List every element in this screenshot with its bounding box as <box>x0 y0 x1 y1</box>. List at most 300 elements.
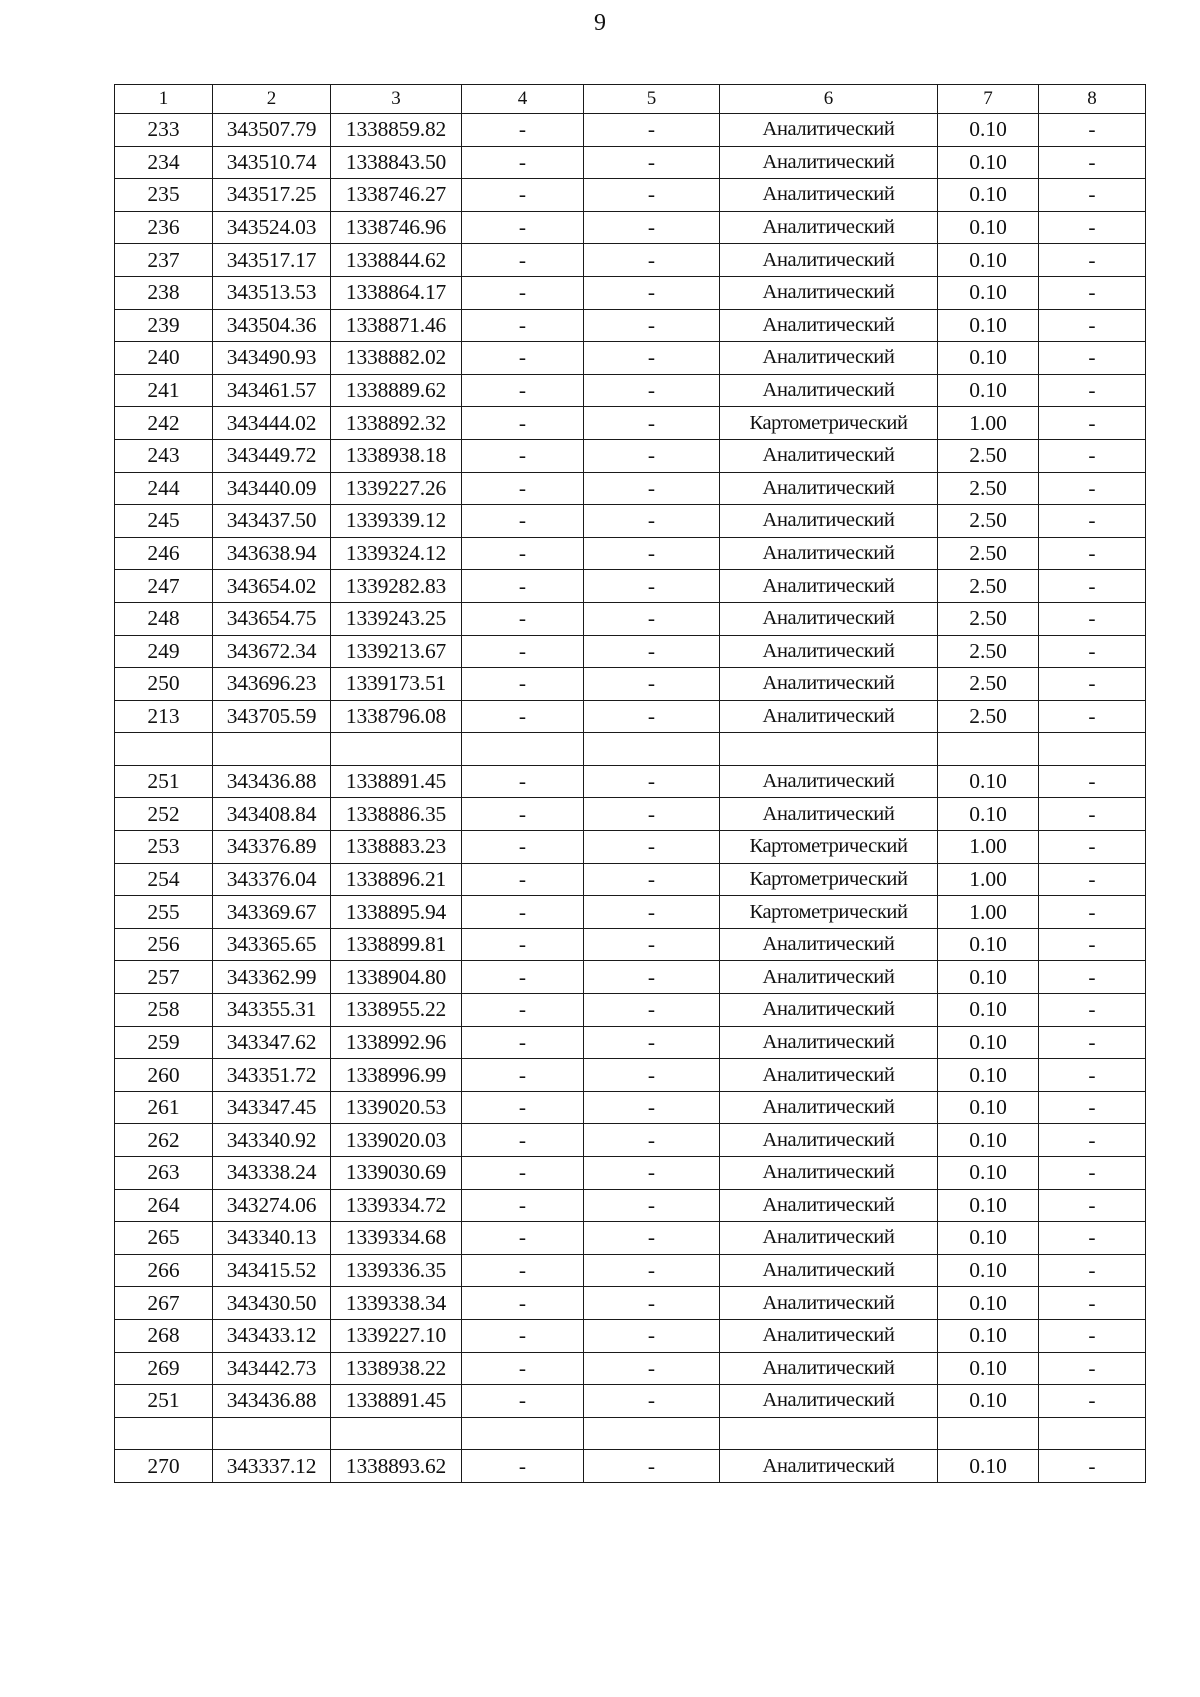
accuracy-cell: 2.50 <box>938 505 1039 538</box>
col4-cell: - <box>462 146 584 179</box>
table-row <box>115 1059 1146 1092</box>
col4-cell: - <box>462 179 584 212</box>
x-coordinate-cell: 343440.09 <box>213 472 331 505</box>
y-coordinate-cell: 1339282.83 <box>331 570 462 603</box>
x-coordinate-cell: 343705.59 <box>213 700 331 733</box>
column-header: 5 <box>584 85 720 114</box>
x-coordinate-cell: 343672.34 <box>213 635 331 668</box>
point-number-cell <box>115 733 213 766</box>
y-coordinate-cell: 1338843.50 <box>331 146 462 179</box>
x-coordinate-cell: 343654.02 <box>213 570 331 603</box>
col8-cell: - <box>1039 276 1146 309</box>
point-number-cell: 262 <box>115 1124 213 1157</box>
point-number-cell: 237 <box>115 244 213 277</box>
table-row <box>115 505 1146 538</box>
col5-cell: - <box>584 1254 720 1287</box>
accuracy-cell: 0.10 <box>938 1254 1039 1287</box>
col4-cell: - <box>462 276 584 309</box>
y-coordinate-cell: 1339227.10 <box>331 1319 462 1352</box>
table-row <box>115 863 1146 896</box>
method-cell: Аналитический <box>720 602 938 635</box>
method-cell: Аналитический <box>720 1287 938 1320</box>
point-number-cell: 259 <box>115 1026 213 1059</box>
accuracy-cell: 0.10 <box>938 1059 1039 1092</box>
method-cell: Аналитический <box>720 179 938 212</box>
method-cell: Аналитический <box>720 309 938 342</box>
col8-cell: - <box>1039 179 1146 212</box>
column-header: 6 <box>720 85 938 114</box>
accuracy-cell <box>938 1417 1039 1450</box>
accuracy-cell: 2.50 <box>938 439 1039 472</box>
x-coordinate-cell: 343524.03 <box>213 211 331 244</box>
method-cell: Картометрический <box>720 407 938 440</box>
col8-cell: - <box>1039 1352 1146 1385</box>
col5-cell: - <box>584 309 720 342</box>
col4-cell: - <box>462 1026 584 1059</box>
point-number-cell: 249 <box>115 635 213 668</box>
x-coordinate-cell: 343436.88 <box>213 765 331 798</box>
method-cell <box>720 733 938 766</box>
table-row <box>115 309 1146 342</box>
col8-cell: - <box>1039 863 1146 896</box>
x-coordinate-cell: 343362.99 <box>213 961 331 994</box>
y-coordinate-cell: 1338871.46 <box>331 309 462 342</box>
method-cell <box>720 1417 938 1450</box>
accuracy-cell: 2.50 <box>938 700 1039 733</box>
col5-cell: - <box>584 570 720 603</box>
table-row <box>115 896 1146 929</box>
col8-cell: - <box>1039 1157 1146 1190</box>
point-number-cell: 251 <box>115 765 213 798</box>
point-number-cell: 241 <box>115 374 213 407</box>
x-coordinate-cell: 343513.53 <box>213 276 331 309</box>
table-body <box>115 114 1146 1483</box>
col8-cell <box>1039 733 1146 766</box>
col5-cell <box>584 733 720 766</box>
y-coordinate-cell: 1338746.27 <box>331 179 462 212</box>
y-coordinate-cell: 1339227.26 <box>331 472 462 505</box>
accuracy-cell: 0.10 <box>938 211 1039 244</box>
col5-cell: - <box>584 1352 720 1385</box>
point-number-cell: 236 <box>115 211 213 244</box>
x-coordinate-cell: 343504.36 <box>213 309 331 342</box>
col4-cell: - <box>462 570 584 603</box>
column-header: 7 <box>938 85 1039 114</box>
point-number-cell: 248 <box>115 602 213 635</box>
col4-cell: - <box>462 1319 584 1352</box>
y-coordinate-cell: 1339020.53 <box>331 1091 462 1124</box>
col5-cell: - <box>584 1287 720 1320</box>
accuracy-cell: 0.10 <box>938 961 1039 994</box>
method-cell: Аналитический <box>720 1254 938 1287</box>
col8-cell: - <box>1039 1124 1146 1157</box>
method-cell: Аналитический <box>720 1385 938 1418</box>
col5-cell: - <box>584 831 720 864</box>
table-row <box>115 635 1146 668</box>
method-cell: Аналитический <box>720 798 938 831</box>
point-number-cell: 251 <box>115 1385 213 1418</box>
col5-cell <box>584 1417 720 1450</box>
col4-cell: - <box>462 537 584 570</box>
col5-cell: - <box>584 863 720 896</box>
point-number-cell: 250 <box>115 668 213 701</box>
table-row <box>115 733 1146 766</box>
col5-cell: - <box>584 114 720 147</box>
method-cell: Аналитический <box>720 1124 938 1157</box>
method-cell: Аналитический <box>720 276 938 309</box>
column-header: 8 <box>1039 85 1146 114</box>
col8-cell: - <box>1039 472 1146 505</box>
accuracy-cell: 0.10 <box>938 798 1039 831</box>
col4-cell: - <box>462 114 584 147</box>
col4-cell: - <box>462 1450 584 1483</box>
y-coordinate-cell: 1339334.68 <box>331 1222 462 1255</box>
point-number-cell: 258 <box>115 994 213 1027</box>
accuracy-cell: 0.10 <box>938 1287 1039 1320</box>
point-number-cell: 260 <box>115 1059 213 1092</box>
page-number: 9 <box>594 10 606 36</box>
method-cell: Аналитический <box>720 1059 938 1092</box>
x-coordinate-cell <box>213 1417 331 1450</box>
y-coordinate-cell: 1338882.02 <box>331 342 462 375</box>
point-number-cell: 238 <box>115 276 213 309</box>
col5-cell: - <box>584 700 720 733</box>
y-coordinate-cell: 1338896.21 <box>331 863 462 896</box>
accuracy-cell: 2.50 <box>938 537 1039 570</box>
method-cell: Картометрический <box>720 896 938 929</box>
accuracy-cell: 0.10 <box>938 1222 1039 1255</box>
method-cell: Аналитический <box>720 537 938 570</box>
x-coordinate-cell: 343507.79 <box>213 114 331 147</box>
point-number-cell: 247 <box>115 570 213 603</box>
table-row <box>115 1124 1146 1157</box>
col4-cell: - <box>462 1254 584 1287</box>
table-row <box>115 1385 1146 1418</box>
y-coordinate-cell: 1338859.82 <box>331 114 462 147</box>
col8-cell: - <box>1039 1222 1146 1255</box>
y-coordinate-cell: 1338893.62 <box>331 1450 462 1483</box>
col8-cell: - <box>1039 505 1146 538</box>
accuracy-cell <box>938 733 1039 766</box>
point-number-cell: 256 <box>115 928 213 961</box>
point-number-cell: 269 <box>115 1352 213 1385</box>
y-coordinate-cell: 1339336.35 <box>331 1254 462 1287</box>
y-coordinate-cell: 1338864.17 <box>331 276 462 309</box>
accuracy-cell: 1.00 <box>938 831 1039 864</box>
point-number-cell: 242 <box>115 407 213 440</box>
col4-cell: - <box>462 407 584 440</box>
y-coordinate-cell: 1338891.45 <box>331 1385 462 1418</box>
table-row <box>115 179 1146 212</box>
table-row <box>115 1026 1146 1059</box>
accuracy-cell: 0.10 <box>938 114 1039 147</box>
coordinates-table <box>114 84 1146 1483</box>
col5-cell: - <box>584 505 720 538</box>
accuracy-cell: 0.10 <box>938 146 1039 179</box>
col5-cell: - <box>584 1124 720 1157</box>
method-cell: Аналитический <box>720 244 938 277</box>
x-coordinate-cell: 343433.12 <box>213 1319 331 1352</box>
col4-cell <box>462 1417 584 1450</box>
method-cell: Аналитический <box>720 765 938 798</box>
col8-cell: - <box>1039 1287 1146 1320</box>
col8-cell: - <box>1039 928 1146 961</box>
column-header: 4 <box>462 85 584 114</box>
col4-cell: - <box>462 211 584 244</box>
x-coordinate-cell: 343444.02 <box>213 407 331 440</box>
col5-cell: - <box>584 1385 720 1418</box>
col4-cell: - <box>462 961 584 994</box>
method-cell: Аналитический <box>720 505 938 538</box>
col4-cell: - <box>462 342 584 375</box>
col8-cell: - <box>1039 635 1146 668</box>
column-header: 2 <box>213 85 331 114</box>
x-coordinate-cell: 343437.50 <box>213 505 331 538</box>
method-cell: Аналитический <box>720 472 938 505</box>
col4-cell: - <box>462 309 584 342</box>
x-coordinate-cell: 343436.88 <box>213 1385 331 1418</box>
y-coordinate-cell: 1338895.94 <box>331 896 462 929</box>
col5-cell: - <box>584 211 720 244</box>
col4-cell: - <box>462 635 584 668</box>
method-cell: Аналитический <box>720 1222 938 1255</box>
table-row <box>115 831 1146 864</box>
col8-cell: - <box>1039 1026 1146 1059</box>
point-number-cell: 243 <box>115 439 213 472</box>
col8-cell: - <box>1039 309 1146 342</box>
col5-cell: - <box>584 374 720 407</box>
x-coordinate-cell: 343696.23 <box>213 668 331 701</box>
col4-cell: - <box>462 928 584 961</box>
col5-cell: - <box>584 765 720 798</box>
col8-cell: - <box>1039 342 1146 375</box>
col5-cell: - <box>584 928 720 961</box>
y-coordinate-cell: 1339324.12 <box>331 537 462 570</box>
method-cell: Аналитический <box>720 570 938 603</box>
accuracy-cell: 0.10 <box>938 1385 1039 1418</box>
y-coordinate-cell: 1338891.45 <box>331 765 462 798</box>
table-row <box>115 1254 1146 1287</box>
point-number-cell: 261 <box>115 1091 213 1124</box>
accuracy-cell: 0.10 <box>938 374 1039 407</box>
point-number-cell: 245 <box>115 505 213 538</box>
method-cell: Аналитический <box>720 1026 938 1059</box>
accuracy-cell: 0.10 <box>938 1124 1039 1157</box>
point-number-cell <box>115 1417 213 1450</box>
col8-cell: - <box>1039 896 1146 929</box>
col5-cell: - <box>584 1091 720 1124</box>
table-row <box>115 602 1146 635</box>
col5-cell: - <box>584 1450 720 1483</box>
col8-cell: - <box>1039 570 1146 603</box>
col4-cell: - <box>462 765 584 798</box>
col4-cell: - <box>462 896 584 929</box>
x-coordinate-cell: 343461.57 <box>213 374 331 407</box>
method-cell: Аналитический <box>720 374 938 407</box>
x-coordinate-cell: 343338.24 <box>213 1157 331 1190</box>
col8-cell: - <box>1039 146 1146 179</box>
x-coordinate-cell: 343442.73 <box>213 1352 331 1385</box>
table-row <box>115 1287 1146 1320</box>
method-cell: Аналитический <box>720 1091 938 1124</box>
col8-cell: - <box>1039 831 1146 864</box>
col5-cell: - <box>584 146 720 179</box>
table-row <box>115 342 1146 375</box>
accuracy-cell: 2.50 <box>938 668 1039 701</box>
table-row <box>115 700 1146 733</box>
y-coordinate-cell: 1338886.35 <box>331 798 462 831</box>
col8-cell: - <box>1039 1189 1146 1222</box>
x-coordinate-cell: 343376.04 <box>213 863 331 896</box>
col5-cell: - <box>584 602 720 635</box>
y-coordinate-cell: 1338938.22 <box>331 1352 462 1385</box>
col5-cell: - <box>584 1319 720 1352</box>
table-row <box>115 1091 1146 1124</box>
accuracy-cell: 0.10 <box>938 928 1039 961</box>
table-row <box>115 1222 1146 1255</box>
y-coordinate-cell: 1338996.99 <box>331 1059 462 1092</box>
col5-cell: - <box>584 961 720 994</box>
x-coordinate-cell: 343517.25 <box>213 179 331 212</box>
x-coordinate-cell: 343415.52 <box>213 1254 331 1287</box>
accuracy-cell: 0.10 <box>938 1026 1039 1059</box>
col5-cell: - <box>584 342 720 375</box>
col5-cell: - <box>584 179 720 212</box>
col8-cell: - <box>1039 765 1146 798</box>
y-coordinate-cell: 1339213.67 <box>331 635 462 668</box>
x-coordinate-cell: 343510.74 <box>213 146 331 179</box>
col4-cell: - <box>462 700 584 733</box>
accuracy-cell: 0.10 <box>938 179 1039 212</box>
table-row <box>115 1319 1146 1352</box>
accuracy-cell: 0.10 <box>938 309 1039 342</box>
col8-cell: - <box>1039 994 1146 1027</box>
table-row <box>115 146 1146 179</box>
col5-cell: - <box>584 537 720 570</box>
point-number-cell: 235 <box>115 179 213 212</box>
method-cell: Аналитический <box>720 146 938 179</box>
x-coordinate-cell: 343340.13 <box>213 1222 331 1255</box>
y-coordinate-cell: 1338844.62 <box>331 244 462 277</box>
col8-cell: - <box>1039 961 1146 994</box>
col5-cell: - <box>584 635 720 668</box>
table-row <box>115 1189 1146 1222</box>
table-row <box>115 928 1146 961</box>
method-cell: Аналитический <box>720 211 938 244</box>
col5-cell: - <box>584 994 720 1027</box>
x-coordinate-cell: 343408.84 <box>213 798 331 831</box>
column-header: 3 <box>331 85 462 114</box>
point-number-cell: 254 <box>115 863 213 896</box>
col4-cell: - <box>462 472 584 505</box>
x-coordinate-cell: 343365.65 <box>213 928 331 961</box>
method-cell: Аналитический <box>720 1189 938 1222</box>
y-coordinate-cell: 1338883.23 <box>331 831 462 864</box>
accuracy-cell: 0.10 <box>938 1189 1039 1222</box>
table-row <box>115 570 1146 603</box>
method-cell: Аналитический <box>720 1352 938 1385</box>
method-cell: Аналитический <box>720 961 938 994</box>
col8-cell: - <box>1039 407 1146 440</box>
col8-cell: - <box>1039 1059 1146 1092</box>
col5-cell: - <box>584 798 720 831</box>
accuracy-cell: 0.10 <box>938 994 1039 1027</box>
accuracy-cell: 0.10 <box>938 1352 1039 1385</box>
method-cell: Аналитический <box>720 1450 938 1483</box>
column-header: 1 <box>115 85 213 114</box>
table-row <box>115 961 1146 994</box>
table-row <box>115 439 1146 472</box>
point-number-cell: 268 <box>115 1319 213 1352</box>
point-number-cell: 213 <box>115 700 213 733</box>
x-coordinate-cell: 343449.72 <box>213 439 331 472</box>
y-coordinate-cell: 1338746.96 <box>331 211 462 244</box>
y-coordinate-cell: 1339338.34 <box>331 1287 462 1320</box>
col8-cell <box>1039 1417 1146 1450</box>
accuracy-cell: 1.00 <box>938 896 1039 929</box>
point-number-cell: 244 <box>115 472 213 505</box>
accuracy-cell: 0.10 <box>938 1319 1039 1352</box>
y-coordinate-cell: 1338938.18 <box>331 439 462 472</box>
col8-cell: - <box>1039 602 1146 635</box>
point-number-cell: 264 <box>115 1189 213 1222</box>
col4-cell: - <box>462 1189 584 1222</box>
col8-cell: - <box>1039 1254 1146 1287</box>
y-coordinate-cell: 1339020.03 <box>331 1124 462 1157</box>
point-number-cell: 270 <box>115 1450 213 1483</box>
table-row <box>115 114 1146 147</box>
col8-cell: - <box>1039 114 1146 147</box>
col5-cell: - <box>584 1157 720 1190</box>
point-number-cell: 255 <box>115 896 213 929</box>
col4-cell: - <box>462 1352 584 1385</box>
table-row <box>115 994 1146 1027</box>
table-row <box>115 798 1146 831</box>
x-coordinate-cell: 343337.12 <box>213 1450 331 1483</box>
col4-cell: - <box>462 831 584 864</box>
x-coordinate-cell: 343376.89 <box>213 831 331 864</box>
point-number-cell: 253 <box>115 831 213 864</box>
col5-cell: - <box>584 1222 720 1255</box>
table-row <box>115 244 1146 277</box>
x-coordinate-cell: 343369.67 <box>213 896 331 929</box>
x-coordinate-cell: 343340.92 <box>213 1124 331 1157</box>
method-cell: Аналитический <box>720 342 938 375</box>
table-row <box>115 276 1146 309</box>
col4-cell: - <box>462 374 584 407</box>
y-coordinate-cell: 1339030.69 <box>331 1157 462 1190</box>
y-coordinate-cell: 1339334.72 <box>331 1189 462 1222</box>
col4-cell: - <box>462 994 584 1027</box>
table-row <box>115 211 1146 244</box>
col5-cell: - <box>584 407 720 440</box>
col5-cell: - <box>584 896 720 929</box>
point-number-cell: 233 <box>115 114 213 147</box>
table-row <box>115 537 1146 570</box>
point-number-cell: 252 <box>115 798 213 831</box>
y-coordinate-cell: 1338992.96 <box>331 1026 462 1059</box>
method-cell: Картометрический <box>720 831 938 864</box>
method-cell: Картометрический <box>720 863 938 896</box>
point-number-cell: 257 <box>115 961 213 994</box>
col8-cell: - <box>1039 668 1146 701</box>
col5-cell: - <box>584 1189 720 1222</box>
x-coordinate-cell: 343430.50 <box>213 1287 331 1320</box>
col4-cell <box>462 733 584 766</box>
accuracy-cell: 0.10 <box>938 276 1039 309</box>
point-number-cell: 246 <box>115 537 213 570</box>
accuracy-cell: 0.10 <box>938 244 1039 277</box>
